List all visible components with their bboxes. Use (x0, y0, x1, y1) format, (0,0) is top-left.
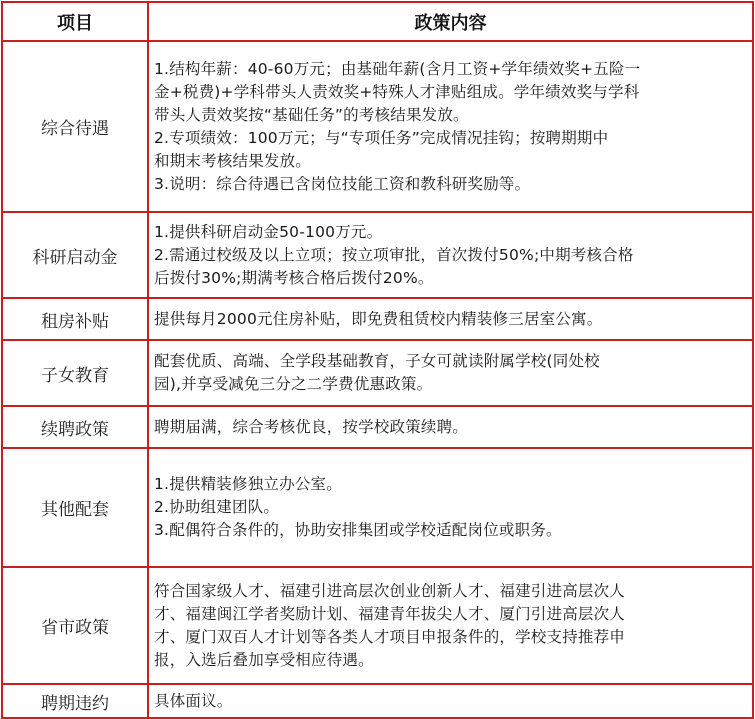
content-line: 才、福建闽江学者奖励计划、福建青年拔尖人才、厦门引进高层次人 (154, 604, 626, 623)
content-line: 金+税费)+学科带头人责效奖+特殊人才津贴组成。学年绩效奖与学科 (154, 82, 640, 101)
row-content (148, 567, 753, 684)
table-row (2, 298, 753, 340)
content-line: 配套优质、高端、全学段基础教育，子女可就读附属学校(同处校 (154, 352, 600, 370)
table-row (2, 212, 753, 298)
table-row (2, 448, 753, 567)
content-line: 报，入选后叠加享受相应待遇。 (154, 650, 374, 669)
table-row (2, 684, 753, 718)
header-row (2, 2, 753, 41)
content-line: 2.需通过校级及以上立项；按立项审批，首次拨付50%;中期考核合格 (154, 245, 634, 264)
row-item-label: 综合待遇 (2, 41, 148, 212)
content-line: 具体面议。 (154, 691, 233, 710)
row-item-label: 其他配套 (2, 448, 148, 567)
content-line: 1.提供精装修独立办公室。 (154, 475, 342, 493)
row-item-label: 子女教育 (2, 340, 148, 406)
row-content (148, 41, 753, 212)
content-line: 才、厦门双百人才计划等各类人才项目申报条件的，学校支持推荐申 (154, 627, 626, 646)
content-line: 和期末考核结果发放。 (154, 151, 312, 170)
content-line: 1.结构年薪：40-60万元；由基础年薪(含月工资+学年绩效奖+五险一 (154, 59, 641, 78)
content-line: 3.配偶符合条件的，协助安排集团或学校适配岗位或职务。 (154, 521, 562, 539)
header-content: 政策内容 (148, 2, 753, 41)
table-row (2, 567, 753, 684)
row-content (148, 340, 753, 406)
content-line: 后拨付30%;期满考核合格后拨付20%。 (154, 268, 434, 287)
row-item-label: 租房补贴 (2, 298, 148, 340)
row-item-label: 聘期违约 (2, 684, 148, 718)
table-row (2, 406, 753, 448)
content-line: 2.协助组建团队。 (154, 498, 280, 516)
content-line: 带头人责效奖按“基础任务”的考核结果发放。 (154, 105, 469, 124)
row-content (148, 448, 753, 567)
header-item: 项目 (2, 2, 148, 41)
row-item-label: 科研启动金 (2, 212, 148, 298)
content-line: 1.提供科研启动金50-100万元。 (154, 222, 383, 241)
content-line: 3.说明：综合待遇已含岗位技能工资和教科研奖励等。 (154, 174, 531, 193)
content-line: 2.专项绩效：100万元；与“专项任务”完成情况挂钩；按聘期期中 (154, 128, 609, 147)
row-item-label: 续聘政策 (2, 406, 148, 448)
row-item-label: 省市政策 (2, 567, 148, 684)
table-row (2, 41, 753, 212)
row-content (148, 406, 753, 448)
content-line: 符合国家级人才、福建引进高层次创业创新人才、福建引进高层次人 (154, 581, 626, 600)
content-line: 聘期届满，综合考核优良，按学校政策续聘。 (154, 417, 469, 436)
content-line: 提供每月2000元住房补贴，即免费租赁校内精装修三居室公寓。 (154, 309, 603, 328)
policy-table (1, 1, 754, 719)
row-content (148, 684, 753, 718)
row-content (148, 298, 753, 340)
row-content (148, 212, 753, 298)
table-row (2, 340, 753, 406)
content-line: 园),并享受减免三分之二学费优惠政策。 (154, 375, 433, 393)
